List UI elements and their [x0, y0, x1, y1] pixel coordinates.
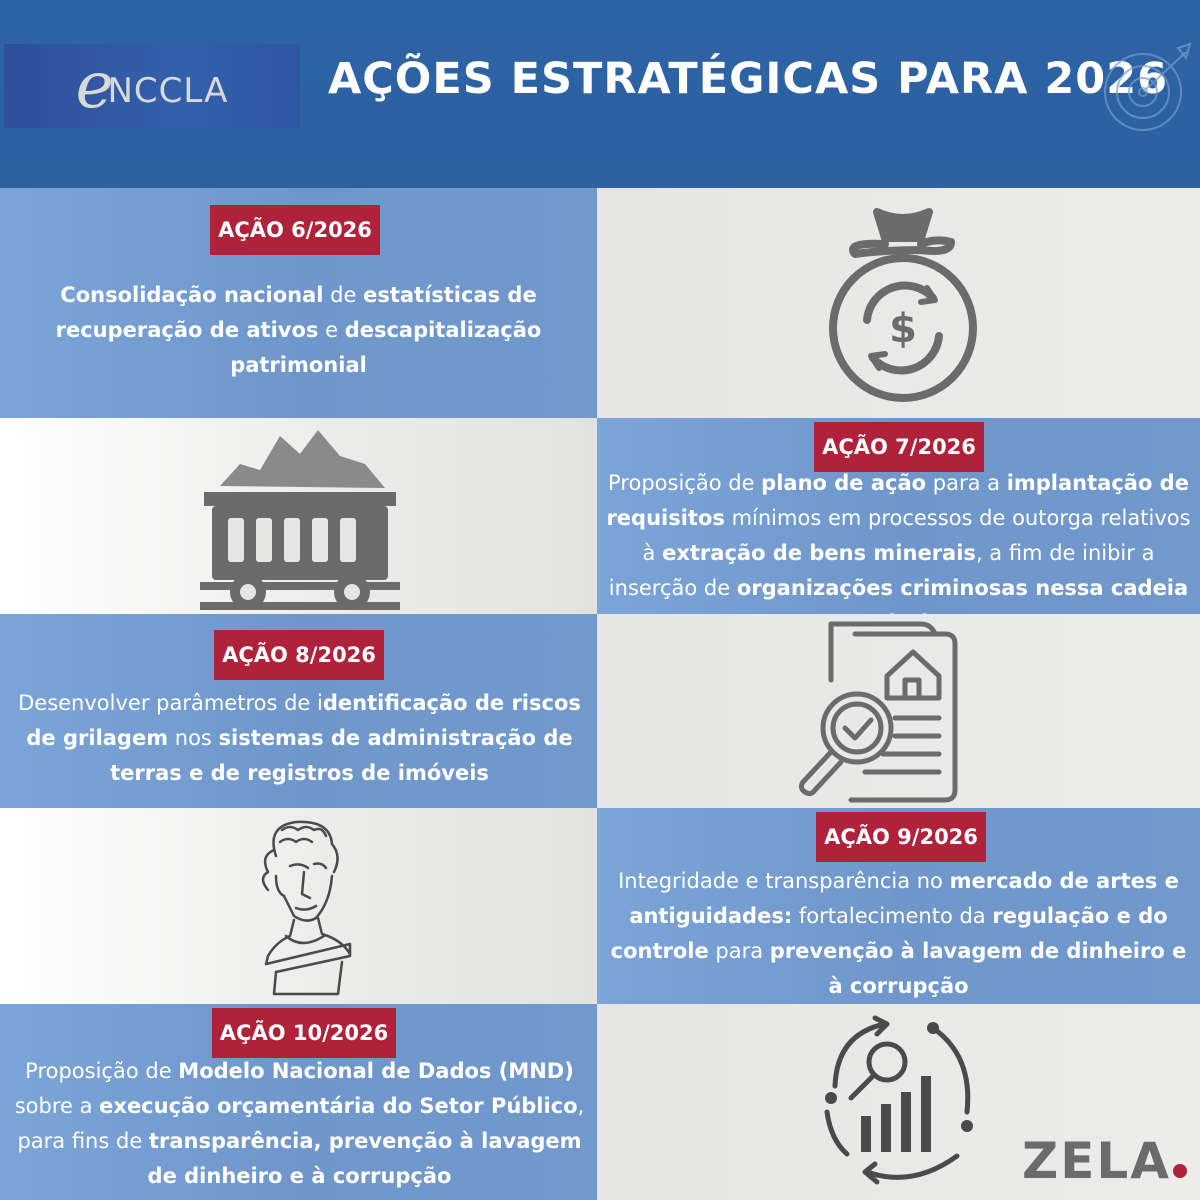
action-10-icon-panel — [597, 1004, 1200, 1200]
bold-text-segment: extração de bens minerais — [662, 541, 976, 565]
svg-text:$: $ — [889, 306, 917, 352]
bold-text-segment: Consolidação nacional — [60, 283, 324, 307]
action-9-panel — [597, 808, 1200, 1004]
bold-text-segment: implantação de requisitos — [606, 471, 1189, 530]
zela-text: ZELA — [1022, 1132, 1171, 1190]
bold-text-segment: plano de ação — [761, 471, 927, 495]
action-6-icon-panel — [597, 188, 1200, 418]
money-bag-icon — [825, 202, 981, 402]
text-segment: Proposição de — [608, 471, 762, 495]
logo-e: e — [75, 49, 114, 123]
action-9-badge: AÇÃO 9/2026 — [816, 812, 986, 862]
bold-text-segment: Modelo Nacional de Dados (MND) — [178, 1059, 574, 1083]
mine-cart-icon — [200, 426, 400, 610]
action-8-badge: AÇÃO 8/2026 — [214, 630, 384, 680]
action-10-text — [14, 1054, 585, 1194]
bold-text-segment: sistemas de administração de terras e de registros de imóveis — [110, 726, 573, 785]
action-7-badge: AÇÃO 7/2026 — [814, 422, 984, 472]
action-9-text — [607, 864, 1190, 1004]
text-segment: e — [318, 318, 345, 342]
target-icon — [1098, 34, 1198, 134]
text-segment: , a fim de inibir a inserção de — [608, 541, 1155, 600]
action-6-panel — [0, 188, 597, 418]
action-8-icon-panel — [597, 614, 1200, 808]
bold-text-segment: regulação e do controle — [610, 904, 1168, 963]
enccla-logo — [4, 44, 300, 128]
bust-sculpture-icon — [246, 816, 358, 1000]
text-segment: para — [708, 939, 770, 963]
property-document-search-icon — [795, 620, 979, 804]
text-segment: fortalecimento da — [792, 904, 993, 928]
action-9-icon-panel — [0, 808, 597, 1004]
text-segment: para a — [926, 471, 1007, 495]
bold-text-segment: dentificação de riscos de grilagem — [26, 691, 581, 750]
bold-text-segment: execução orçamentária do Setor Público — [99, 1094, 578, 1118]
zela-logo — [1022, 1132, 1187, 1190]
bold-text-segment: descapitalização patrimonial — [230, 318, 542, 377]
action-6-badge: AÇÃO 6/2026 — [210, 205, 380, 255]
bold-text-segment: mercado de artes e antiguidades: — [629, 869, 1179, 928]
text-segment: Desenvolver parâmetros de i — [18, 691, 323, 715]
header-banner — [0, 0, 1200, 188]
text-segment: Integridade e transparência no — [618, 869, 950, 893]
action-10-panel — [0, 1004, 597, 1200]
action-10-badge: AÇÃO 10/2026 — [212, 1008, 396, 1058]
data-analytics-cycle-icon — [817, 1016, 979, 1186]
text-segment: de — [323, 283, 364, 307]
action-8-panel — [0, 614, 597, 808]
action-6-text — [30, 278, 567, 383]
bold-text-segment: organizações criminosas nessa cadeia — [736, 576, 1189, 600]
zela-dot — [1173, 1164, 1187, 1178]
bold-text-segment: transparência, prevenção à lavagem de dinheiro e à corrupção — [147, 1129, 582, 1188]
text-segment: , para fins de — [17, 1094, 585, 1153]
action-7-panel — [597, 418, 1200, 614]
bold-text-segment: estatísticas de recuperação de ativos — [55, 283, 537, 342]
text-segment: nos — [168, 726, 219, 750]
text-segment: Proposição de — [25, 1059, 179, 1083]
text-segment: sobre a — [14, 1094, 100, 1118]
logo-text: NCCLA — [107, 71, 229, 111]
bold-text-segment: prevenção à lavagem de dinheiro e à corrupção — [769, 939, 1187, 998]
text-segment: mínimos em processos de outorga relativos à — [642, 506, 1191, 565]
action-7-icon-panel — [0, 418, 597, 614]
page-title: AÇÕES ESTRATÉGICAS PARA 2026 — [327, 54, 1169, 104]
action-8-text — [16, 686, 583, 791]
